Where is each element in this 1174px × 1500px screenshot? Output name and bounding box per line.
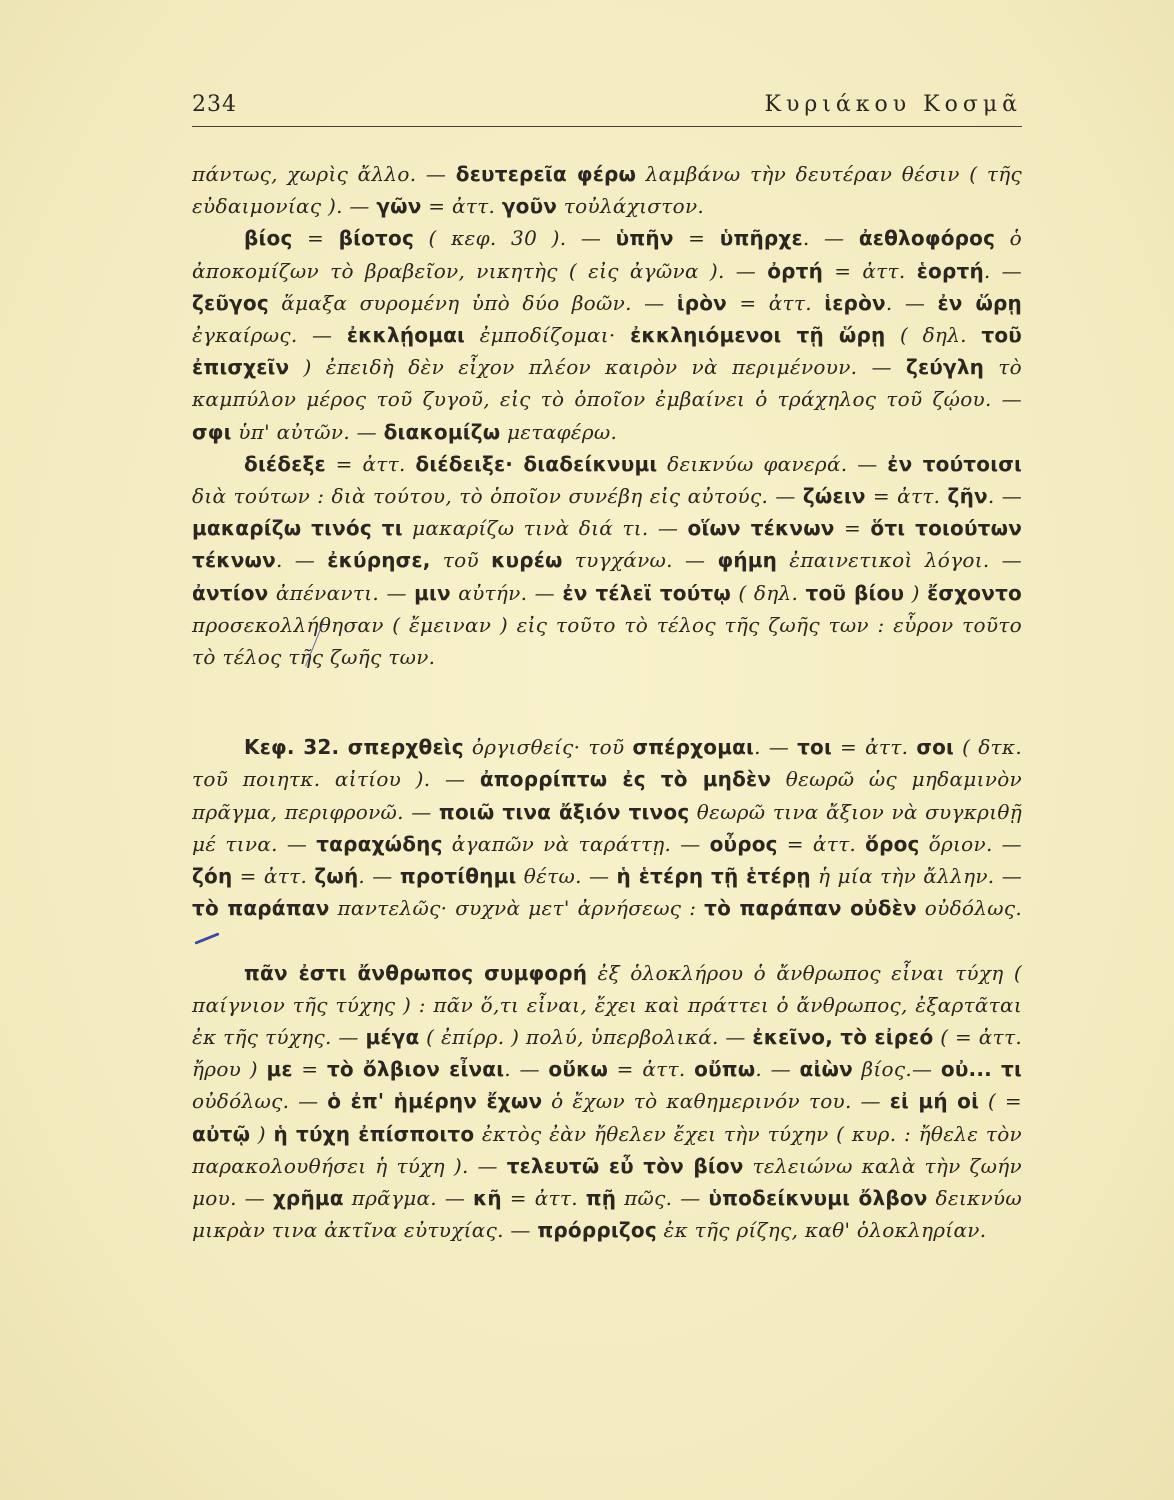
- headword: χρῆμα: [272, 1186, 344, 1211]
- gloss-text: . —: [987, 484, 1022, 509]
- headword: γοῦν: [501, 194, 558, 219]
- headword: ἡ τύχη ἐπίσποιτο: [273, 1121, 475, 1146]
- gloss-text: . —: [504, 1057, 549, 1082]
- headword: τοῦ ἐπισχεῖν: [192, 323, 1022, 380]
- headword: ζεῦγος: [192, 290, 269, 315]
- gloss-text: ): [241, 1057, 267, 1082]
- gloss-text: τοῦ: [430, 548, 492, 573]
- headword: προτίθημι: [399, 864, 517, 889]
- headword: κυρέω: [491, 548, 563, 573]
- gloss-text: τὸ καμπύλον μέρος τοῦ ζυγοῦ, εἰς τὸ ὁποῖον ἐμβαίνει ὁ τράχηλος τοῦ ζῴου. —: [192, 355, 1023, 412]
- headword: δευτερεῖα φέρω: [455, 162, 637, 186]
- headword: ὑπῆν: [615, 226, 674, 251]
- paragraph-1: [192, 158, 1022, 222]
- gloss-text: . —: [358, 864, 400, 889]
- pen-mark-tick: [192, 935, 220, 947]
- headword: ἐν ὥρῃ: [937, 290, 1022, 315]
- headword: ὅρος: [865, 831, 920, 856]
- gloss-text: . —: [983, 258, 1022, 283]
- headword: ὁ ἐπ' ἡμέρην ἔχων: [327, 1089, 543, 1114]
- gloss-text: θέτω. —: [516, 864, 617, 889]
- gloss-text: ἐκτὸς ἐὰν ἤθελεν ἔχει τὴν τύχην ( κυρ. : ἤθελε τὸν παρακολουθήσει ἡ τύχη ). —: [192, 1121, 1023, 1178]
- paragraph-chapter-32: [192, 731, 1022, 956]
- gloss-text: ἐμποδίζομαι·: [465, 323, 631, 348]
- gloss-text: ἀπέναντι. —: [268, 580, 415, 605]
- headword: τὸ παράπαν οὐδὲν: [704, 896, 917, 921]
- headword: κῆ: [473, 1186, 502, 1211]
- gloss-text: = ἀττ.: [823, 258, 917, 283]
- gloss-text: = ἀττ.: [777, 831, 866, 856]
- paragraph-2: [192, 222, 1022, 447]
- gloss-text: λαμβάνω τὴν δευτέραν θέσιν ( τῆς εὐδαιμονίας ). —: [192, 162, 1022, 219]
- gloss-text: = ἀττ.: [608, 1057, 695, 1082]
- gloss-text: ( κεφ. 30 ). —: [414, 226, 616, 251]
- gloss-text: ( δηλ.: [885, 323, 982, 348]
- page-number: 234: [192, 92, 237, 117]
- running-head: [192, 88, 1022, 122]
- gloss-text: ὑπ' αὐτῶν. —: [231, 419, 384, 444]
- gloss-text: ( =: [979, 1089, 1022, 1114]
- headword: μακαρίζω τινός τι: [192, 516, 403, 541]
- headword: ἱρὸν: [676, 290, 727, 315]
- gloss-text: ) ἐπειδὴ δὲν εἶχον πλέον καιρὸν νὰ περιμένουν. —: [289, 355, 906, 380]
- gloss-text: δεικνύω μικρὰν τινα ἀκτῖνα εὐτυχίας. —: [192, 1186, 1022, 1243]
- gloss-text: οὐδόλως.: [916, 896, 1022, 921]
- headword: διέδειξε· διαδείκνυμι: [415, 451, 658, 476]
- paragraph-5: [192, 957, 1022, 1247]
- gloss-text: πάντως, χωρὶς ἄλλο. —: [192, 162, 456, 186]
- gloss-text: ( δηλ.: [730, 580, 806, 605]
- headword: ζῆν: [947, 484, 988, 509]
- gloss-text: θεωρῶ τινα ἄξιον νὰ συγκριθῇ μέ τινα. —: [192, 799, 1023, 856]
- headword: με: [266, 1057, 293, 1082]
- gloss-text: = ἀττ.: [325, 451, 416, 476]
- headword: ἀεθλοφόρος: [858, 226, 996, 251]
- gloss-text: βίος.—: [852, 1057, 941, 1082]
- headword: ἑορτή: [916, 258, 984, 283]
- headword: γῶν: [376, 194, 422, 219]
- headword: ὑποδείκνυμι ὄλβον: [708, 1186, 928, 1211]
- gloss-text: ἡ μία τὴν ἄλλην. —: [810, 864, 1022, 889]
- gloss-text: ὁ ἔχων τὸ καθημερινόν του. —: [542, 1089, 890, 1114]
- headword: οὖρος: [709, 831, 778, 856]
- headword: βίοτος: [338, 226, 415, 251]
- headword: ἐν τέλεϊ τούτῳ: [562, 580, 731, 605]
- headword: ἀντίον: [192, 580, 269, 605]
- headword: διακομίζω: [383, 419, 501, 444]
- gloss-text: = ἀττ.: [831, 735, 917, 760]
- gloss-text: ὅριον. —: [919, 831, 1022, 856]
- gloss-text: ἤρου: [192, 1057, 242, 1082]
- headword: οἵων τέκνων: [687, 516, 835, 541]
- gloss-text: = ἀττ.: [865, 484, 948, 509]
- gloss-text: θεωρῶ ὡς μηδαμινὸν πρᾶγμα, περιφρονῶ. —: [192, 767, 1023, 824]
- gloss-text: ( ἐπίρρ. ) πολύ, ὑπερβολικά. —: [419, 1025, 753, 1050]
- headword: τοι: [797, 735, 832, 760]
- headword: αὐτῷ: [192, 1121, 251, 1146]
- gloss-text: πρᾶγμα. —: [343, 1186, 474, 1211]
- gloss-text: = ἀττ.: [501, 1186, 586, 1211]
- headword: οὐ... τι: [940, 1057, 1023, 1082]
- headword: ζεύγλη: [905, 355, 985, 380]
- gloss-text: ( δτκ. τοῦ ποιητκ. αἰτίου ). —: [192, 735, 1022, 792]
- gloss-text: ἅμαξα συρομένη ὑπὸ δύο βοῶν. —: [268, 290, 677, 315]
- gloss-text: ): [904, 580, 928, 605]
- gloss-text: ἐγκαίρως. —: [192, 323, 347, 348]
- headword: σοι: [916, 735, 955, 760]
- headword: οὔκω: [548, 1057, 609, 1082]
- commentary-body: [192, 158, 1022, 1247]
- headword: τοῦ βίου: [805, 580, 905, 605]
- headword: διέδεξε: [244, 451, 326, 476]
- headword: ἔσχοντο: [927, 580, 1022, 605]
- headword: ποιῶ τινα ἄξιόν τινος: [438, 799, 690, 824]
- headword: ἐν τούτοισι: [887, 451, 1022, 476]
- gloss-text: ὀργισθείς· τοῦ: [463, 735, 633, 760]
- headword: ὀρτή: [767, 258, 824, 283]
- gloss-text: πῶς. —: [616, 1186, 709, 1211]
- header-rule: [192, 126, 1022, 127]
- headword: ὑπῆρχε: [719, 226, 803, 251]
- gloss-text: τελειώνω καλὰ τὴν ζωήν μου. —: [192, 1153, 1022, 1211]
- gloss-text: . —: [885, 290, 938, 315]
- gloss-text: προσεκολλήθησαν ( ἔμειναν ) εἰς τοῦτο τὸ τέλος τῆς ζωῆς των : εὗρον τοῦτο τὸ τέλος τῆς ζωῆς των.: [192, 612, 1022, 670]
- headword: ἡ ἑτέρη τῇ ἑτέρῃ: [616, 864, 811, 889]
- gloss-text: μεταφέρω.: [500, 419, 618, 444]
- headword: ἐκκληιόμενοι τῇ ὥρῃ: [630, 323, 886, 348]
- gloss-text: τοὐλάχιστον.: [557, 194, 705, 219]
- headword: ζωή: [314, 864, 359, 889]
- gloss-text: οὐδόλως. —: [192, 1089, 328, 1114]
- headword: φήμη: [717, 548, 778, 573]
- gloss-text: τυγχάνω. —: [562, 548, 718, 573]
- headword: πῇ: [585, 1186, 617, 1211]
- gloss-text: μακαρίζω τινὰ διά τι. —: [402, 516, 688, 541]
- headword: ἐκεῖνο, τὸ εἰρεό: [752, 1025, 934, 1050]
- headword: πᾶν ἐστι ἄνθρωπος συμφορή: [244, 960, 588, 985]
- headword: ὅτι τοιούτων τέκνων: [192, 516, 1023, 573]
- headword: ζώειν: [802, 484, 866, 509]
- gloss-text: =: [292, 226, 339, 251]
- headword: ἀπορρίπτω ἐς τὸ μηδὲν: [479, 767, 772, 792]
- gloss-text: =: [834, 516, 871, 541]
- running-title: Κυριάκου Κοσμᾶ: [764, 92, 1022, 117]
- headword: ταραχώδης: [316, 831, 443, 856]
- headword: ἐκκλῄομαι: [346, 323, 466, 348]
- gloss-text: . —: [275, 548, 328, 573]
- gloss-text: = ἀττ.: [232, 864, 315, 889]
- headword: τὸ ὄλβιον εἶναι: [326, 1057, 505, 1082]
- headword: αἰὼν: [799, 1057, 853, 1082]
- gloss-text: ἐπαινετικοὶ λόγοι. —: [777, 548, 1022, 573]
- gloss-text: ἀγαπῶν νὰ ταράττῃ. —: [442, 831, 710, 856]
- gloss-text: ): [250, 1121, 274, 1146]
- gloss-text: διὰ τούτων : διὰ τούτου, τὸ ὁποῖον συνέβη εἰς αὐτούς. —: [192, 484, 803, 509]
- headword: ζόη: [192, 864, 233, 889]
- headword: βίος: [244, 226, 293, 251]
- gloss-text: . —: [755, 1057, 800, 1082]
- headword: σπέρχομαι: [632, 735, 755, 760]
- headword: πρόρριζος: [537, 1218, 657, 1243]
- headword: ἐκύρησε,: [327, 548, 431, 573]
- gloss-text: ἐξ ὁλοκλήρου ὁ ἄνθρωπος εἶναι τύχη ( παίγνιον τῆς τύχης ) : πᾶν ὅ,τι εἶναι, ἔχει καὶ πράττει ὁ ἄνθρωπος, ἐξαρτᾶται ἐκ τῆς τύχης. —: [192, 960, 1022, 1050]
- gloss-text: ( = ἀττ.: [933, 1025, 1022, 1050]
- gloss-text: αὐτήν. —: [450, 580, 563, 605]
- gloss-text: ὁ ἀποκομίζων τὸ βραβεῖον, νικητὴς ( εἰς ἀγῶνα ). —: [192, 226, 1023, 283]
- headword: ἱερὸν: [824, 290, 886, 315]
- headword: τελευτῶ εὖ τὸν βίον: [506, 1153, 744, 1178]
- gloss-text: = ἀττ.: [421, 194, 502, 219]
- headword: μέγα: [365, 1025, 420, 1050]
- headword: τὸ παράπαν: [192, 896, 330, 921]
- gloss-text: =: [673, 226, 720, 251]
- headword: σφι: [192, 419, 232, 444]
- gloss-text: . —: [802, 226, 859, 251]
- gloss-text: παντελῶς· συχνὰ μετ' ἀρνήσεως :: [329, 896, 705, 921]
- headword: οὔπω: [694, 1057, 756, 1082]
- headword: Κεφ. 32. σπερχθεὶς: [244, 735, 464, 760]
- headword: μιν: [414, 580, 451, 605]
- gloss-text: . —: [754, 735, 798, 760]
- gloss-text: = ἀττ.: [726, 290, 825, 315]
- gloss-text: =: [292, 1057, 327, 1082]
- headword: εἰ μή οἱ: [889, 1089, 980, 1114]
- gloss-text: ἐκ τῆς ρίζης, καθ' ὁλοκληρίαν.: [656, 1218, 987, 1243]
- gloss-text: δεικνύω φανερά. —: [657, 451, 888, 476]
